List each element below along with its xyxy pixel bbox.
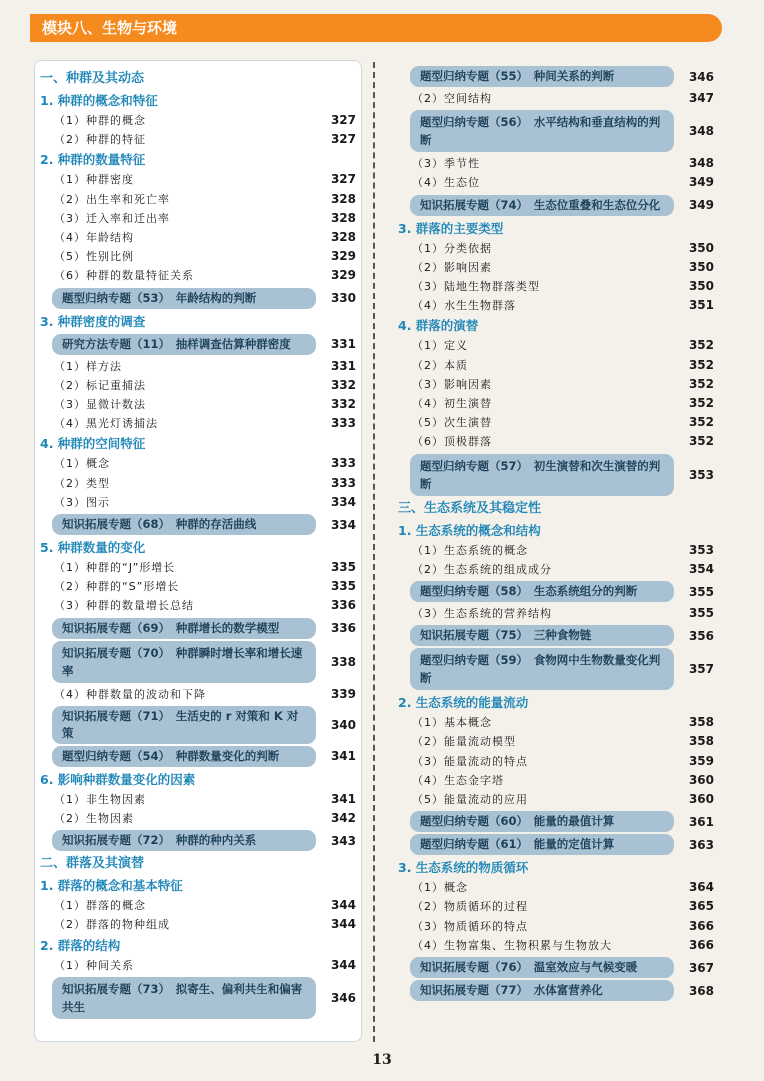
section-heading: 二、群落及其演替 xyxy=(40,856,145,872)
entry-title: 知识拓展专题（68） 种群的存活曲线 xyxy=(52,514,316,535)
entry-page-number: 365 xyxy=(688,899,714,914)
subsection-heading: 1. 群落的概念和基本特征 xyxy=(40,878,183,894)
subsection-heading: 3. 种群密度的调查 xyxy=(40,313,146,329)
toc-entry xyxy=(40,209,356,228)
subsection-heading: 5. 种群数量的变化 xyxy=(40,540,146,556)
entry-title: （2）出生率和死亡率 xyxy=(54,192,170,206)
entry-page-number: 331 xyxy=(330,337,356,352)
entry-title: （3）图示 xyxy=(54,495,110,509)
toc-entry xyxy=(398,732,714,751)
entry-title: （4）初生演替 xyxy=(412,397,492,411)
entry-page-number: 336 xyxy=(330,598,356,613)
subsection-heading: 4. 群落的演替 xyxy=(398,318,479,334)
entry-page-number: 330 xyxy=(330,291,356,306)
entry-title: （1）种群的“J”形增长 xyxy=(54,561,176,575)
entry-title: （5）次生演替 xyxy=(412,416,492,430)
entry-title: （2）生物因素 xyxy=(54,812,134,826)
toc-entry xyxy=(40,596,356,615)
toc-entry xyxy=(398,560,714,579)
entry-page-number: 331 xyxy=(330,358,356,373)
toc-entry xyxy=(398,432,714,451)
entry-title: 知识拓展专题（72） 种群的种内关系 xyxy=(52,830,316,851)
entry-page-number: 361 xyxy=(688,814,714,829)
entry-page-number: 352 xyxy=(688,415,714,430)
entry-title: （3）物质循环的特点 xyxy=(412,919,528,933)
entry-title: 知识拓展专题（73） 拟寄生、偏利共生和偏害共生 xyxy=(52,977,316,1019)
entry-page-number: 347 xyxy=(688,91,714,105)
entry-title: （1）生态系统的概念 xyxy=(412,543,528,557)
entry-page-number: 341 xyxy=(330,791,356,806)
topic-box-entry xyxy=(40,977,356,1019)
toc-entry xyxy=(398,356,714,375)
entry-title: （1）概念 xyxy=(412,881,468,895)
entry-title: （2）物质循环的过程 xyxy=(412,900,528,914)
entry-title: （5）能量流动的应用 xyxy=(412,793,528,807)
entry-title: （6）顶极群落 xyxy=(412,435,492,449)
toc-entry xyxy=(40,474,356,493)
entry-page-number: 327 xyxy=(330,113,356,127)
toc-entry xyxy=(40,577,356,596)
entry-title: （1）非生物因素 xyxy=(54,792,146,806)
toc-entry xyxy=(398,154,714,173)
toc-entry xyxy=(398,173,714,192)
topic-box-entry xyxy=(40,514,356,535)
toc-entry xyxy=(40,130,356,149)
entry-page-number: 350 xyxy=(688,279,714,294)
topic-box-entry xyxy=(398,195,714,216)
entry-page-number: 352 xyxy=(688,434,714,449)
entry-title: 题型归纳专题（55） 种间关系的判断 xyxy=(410,66,674,87)
toc-entry xyxy=(398,541,714,560)
topic-box-entry xyxy=(398,66,714,87)
topic-box-entry xyxy=(398,834,714,855)
entry-page-number: 329 xyxy=(330,268,356,283)
entry-title: （4）生物富集、生物积累与生物放大 xyxy=(412,938,612,952)
topic-box-entry xyxy=(40,746,356,767)
subsection-heading: 2. 群落的结构 xyxy=(40,937,121,953)
entry-page-number: 328 xyxy=(330,210,356,225)
topic-box-entry xyxy=(40,334,356,355)
toc-entry xyxy=(398,604,714,623)
column-divider xyxy=(373,62,375,1042)
section-heading: 一、种群及其动态 xyxy=(40,71,145,86)
entry-page-number: 352 xyxy=(688,357,714,372)
entry-page-number: 338 xyxy=(330,654,356,669)
toc-entry xyxy=(40,357,356,376)
entry-title: （4）种群数量的波动和下降 xyxy=(54,687,206,701)
entry-page-number: 350 xyxy=(688,240,714,255)
entry-title: 题型归纳专题（53） 年龄结构的判断 xyxy=(52,288,316,309)
entry-page-number: 359 xyxy=(688,753,714,768)
entry-title: 题型归纳专题（61） 能量的定值计算 xyxy=(410,834,674,855)
entry-page-number: 366 xyxy=(688,918,714,933)
topic-box-entry xyxy=(398,454,714,496)
entry-page-number: 348 xyxy=(688,156,714,171)
entry-title: （1）样方法 xyxy=(54,359,122,373)
entry-page-number: 357 xyxy=(688,662,714,677)
toc-entry xyxy=(398,336,714,355)
entry-page-number: 364 xyxy=(688,880,714,895)
entry-title: （2）生态系统的组成成分 xyxy=(412,562,552,576)
entry-title: 知识拓展专题（76） 温室效应与气候变暖 xyxy=(410,957,674,978)
entry-title: （4）黑光灯诱捕法 xyxy=(54,417,158,431)
entry-page-number: 329 xyxy=(330,249,356,264)
entry-page-number: 346 xyxy=(688,69,714,84)
entry-page-number: 328 xyxy=(330,191,356,206)
entry-title: 题型归纳专题（59） 食物网中生物数量变化判断 xyxy=(410,648,674,690)
topic-box-entry xyxy=(398,957,714,978)
entry-page-number: 358 xyxy=(688,734,714,749)
subsection-heading: 1. 生态系统的概念和结构 xyxy=(398,522,541,538)
entry-page-number: 348 xyxy=(688,124,714,139)
entry-title: （1）种群密度 xyxy=(54,173,134,187)
entry-title: （1）基本概念 xyxy=(412,716,492,730)
entry-page-number: 353 xyxy=(688,542,714,557)
entry-page-number: 335 xyxy=(330,560,356,575)
module-banner: 模块八、生物与环境 xyxy=(30,14,722,42)
entry-page-number: 349 xyxy=(688,175,714,190)
entry-title: （2）标记重捕法 xyxy=(54,378,146,392)
toc-entry xyxy=(40,790,356,809)
topic-box-entry xyxy=(40,288,356,309)
toc-entry xyxy=(40,190,356,209)
topic-box-entry xyxy=(40,641,356,683)
entry-page-number: 335 xyxy=(330,579,356,594)
toc-entry xyxy=(398,790,714,809)
toc-entry xyxy=(40,376,356,395)
toc-entry xyxy=(398,771,714,790)
entry-page-number: 356 xyxy=(688,628,714,643)
topic-box-entry xyxy=(398,811,714,832)
entry-page-number: 349 xyxy=(688,198,714,213)
entry-title: （2）类型 xyxy=(54,476,110,490)
subsection-heading: 3. 群落的主要类型 xyxy=(398,220,504,236)
entry-title: （1）群落的概念 xyxy=(54,899,146,913)
entry-page-number: 340 xyxy=(330,717,356,732)
entry-page-number: 367 xyxy=(688,960,714,975)
entry-page-number: 341 xyxy=(330,749,356,764)
toc-entry xyxy=(40,111,356,130)
entry-page-number: 352 xyxy=(688,376,714,391)
toc-entry xyxy=(40,915,356,934)
entry-title: （1）概念 xyxy=(54,457,110,471)
entry-title: （3）影响因素 xyxy=(412,377,492,391)
entry-page-number: 368 xyxy=(688,983,714,998)
topic-box-entry xyxy=(398,625,714,646)
entry-page-number: 352 xyxy=(688,396,714,411)
entry-title: （2）空间结构 xyxy=(412,92,492,105)
entry-title: （3）陆地生物群落类型 xyxy=(412,280,540,294)
toc-entry xyxy=(40,956,356,975)
toc-entry xyxy=(40,558,356,577)
entry-title: （4）生态金字塔 xyxy=(412,773,504,787)
entry-title: 题型归纳专题（60） 能量的最值计算 xyxy=(410,811,674,832)
toc-right-column xyxy=(398,64,714,1003)
entry-page-number: 333 xyxy=(330,475,356,490)
entry-title: 题型归纳专题（58） 生态系统组分的判断 xyxy=(410,581,674,602)
entry-page-number: 327 xyxy=(330,172,356,187)
page-number: 13 xyxy=(372,1052,392,1068)
entry-title: 知识拓展专题（77） 水体富营养化 xyxy=(410,980,674,1001)
entry-title: 知识拓展专题（69） 种群增长的数学模型 xyxy=(52,618,316,639)
entry-title: （3）季节性 xyxy=(412,157,480,171)
toc-entry xyxy=(398,878,714,897)
topic-box-entry xyxy=(398,980,714,1001)
entry-page-number: 327 xyxy=(330,132,356,147)
entry-page-number: 360 xyxy=(688,772,714,787)
entry-page-number: 344 xyxy=(330,917,356,932)
entry-page-number: 339 xyxy=(330,686,356,701)
entry-title: （2）影响因素 xyxy=(412,260,492,274)
toc-entry xyxy=(40,896,356,915)
toc-entry xyxy=(40,247,356,266)
entry-title: 研究方法专题（11） 抽样调查估算种群密度 xyxy=(52,334,316,355)
entry-page-number: 350 xyxy=(688,259,714,274)
entry-title: 题型归纳专题（54） 种群数量变化的判断 xyxy=(52,746,316,767)
entry-page-number: 344 xyxy=(330,957,356,972)
entry-page-number: 332 xyxy=(330,377,356,392)
toc-entry xyxy=(40,809,356,828)
subsection-heading: 2. 生态系统的能量流动 xyxy=(398,695,529,711)
topic-box-entry xyxy=(398,648,714,690)
topic-box-entry xyxy=(398,581,714,602)
subsection-heading: 1. 种群的概念和特征 xyxy=(40,93,158,108)
entry-title: （4）水生生物群落 xyxy=(412,299,516,313)
entry-page-number: 346 xyxy=(330,990,356,1005)
entry-page-number: 366 xyxy=(688,937,714,952)
entry-title: （2）本质 xyxy=(412,358,468,372)
entry-title: （5）性别比例 xyxy=(54,250,134,264)
entry-title: （3）显微计数法 xyxy=(54,398,146,412)
topic-box-entry xyxy=(40,830,356,851)
toc-entry xyxy=(398,239,714,258)
entry-title: （3）种群的数量增长总结 xyxy=(54,599,194,613)
entry-title: 题型归纳专题（57） 初生演替和次生演替的判断 xyxy=(410,454,674,496)
topic-box-entry xyxy=(40,706,356,744)
toc-entry xyxy=(398,258,714,277)
subsection-heading: 2. 种群的数量特征 xyxy=(40,152,146,168)
entry-title: （1）分类依据 xyxy=(412,241,492,255)
entry-title: （1）定义 xyxy=(412,339,468,353)
entry-title: 题型归纳专题（56） 水平结构和垂直结构的判断 xyxy=(410,110,674,152)
toc-entry xyxy=(398,89,714,108)
entry-title: 知识拓展专题（75） 三种食物链 xyxy=(410,625,674,646)
entry-page-number: 358 xyxy=(688,715,714,730)
entry-title: （1）种间关系 xyxy=(54,958,134,972)
entry-title: 知识拓展专题（71） 生活史的 r 对策和 K 对策 xyxy=(52,706,316,744)
entry-page-number: 328 xyxy=(330,230,356,245)
entry-page-number: 334 xyxy=(330,517,356,532)
entry-page-number: 333 xyxy=(330,416,356,431)
toc-entry xyxy=(398,936,714,955)
toc-entry xyxy=(398,394,714,413)
entry-title: （2）能量流动模型 xyxy=(412,735,516,749)
toc-entry xyxy=(398,375,714,394)
entry-page-number: 336 xyxy=(330,621,356,636)
toc-entry xyxy=(398,752,714,771)
toc-left-column xyxy=(40,66,356,1021)
toc-entry xyxy=(398,897,714,916)
toc-entry xyxy=(398,713,714,732)
entry-title: （2）种群的“S”形增长 xyxy=(54,580,180,594)
toc-entry xyxy=(40,228,356,247)
subsection-heading: 4. 种群的空间特征 xyxy=(40,436,146,452)
entry-page-number: 354 xyxy=(688,561,714,576)
toc-entry xyxy=(398,917,714,936)
toc-entry xyxy=(40,395,356,414)
entry-page-number: 352 xyxy=(688,338,714,353)
entry-title: 知识拓展专题（74） 生态位重叠和生态位分化 xyxy=(410,195,674,216)
entry-title: （4）年龄结构 xyxy=(54,231,134,245)
entry-title: （2）种群的特征 xyxy=(54,133,146,147)
toc-entry xyxy=(40,170,356,189)
entry-title: （2）群落的物种组成 xyxy=(54,918,170,932)
entry-page-number: 355 xyxy=(688,606,714,621)
toc-entry xyxy=(398,413,714,432)
entry-page-number: 343 xyxy=(330,833,356,848)
toc-entry xyxy=(40,414,356,433)
entry-title: （3）迁入率和迁出率 xyxy=(54,211,170,225)
toc-entry xyxy=(40,493,356,512)
subsection-heading: 6. 影响种群数量变化的因素 xyxy=(40,771,196,787)
topic-box-entry xyxy=(398,110,714,152)
entry-page-number: 342 xyxy=(330,811,356,826)
entry-title: （3）生态系统的营养结构 xyxy=(412,607,552,621)
entry-page-number: 351 xyxy=(688,298,714,313)
toc-entry xyxy=(398,296,714,315)
subsection-heading: 3. 生态系统的物质循环 xyxy=(398,860,529,876)
section-heading: 三、生态系统及其稳定性 xyxy=(398,500,542,516)
entry-page-number: 360 xyxy=(688,792,714,807)
toc-entry xyxy=(40,685,356,704)
toc-entry xyxy=(398,277,714,296)
entry-page-number: 363 xyxy=(688,837,714,852)
entry-title: （1）种群的概念 xyxy=(54,114,146,127)
entry-title: 知识拓展专题（70） 种群瞬时增长率和增长速率 xyxy=(52,641,316,683)
entry-page-number: 332 xyxy=(330,397,356,412)
entry-title: （3）能量流动的特点 xyxy=(412,754,528,768)
toc-entry xyxy=(40,454,356,473)
entry-page-number: 353 xyxy=(688,467,714,482)
entry-title: （4）生态位 xyxy=(412,176,480,190)
toc-entry xyxy=(40,266,356,285)
entry-page-number: 344 xyxy=(330,898,356,913)
entry-title: （6）种群的数量特征关系 xyxy=(54,269,194,283)
entry-page-number: 355 xyxy=(688,584,714,599)
topic-box-entry xyxy=(40,618,356,639)
entry-page-number: 334 xyxy=(330,494,356,509)
entry-page-number: 333 xyxy=(330,456,356,471)
